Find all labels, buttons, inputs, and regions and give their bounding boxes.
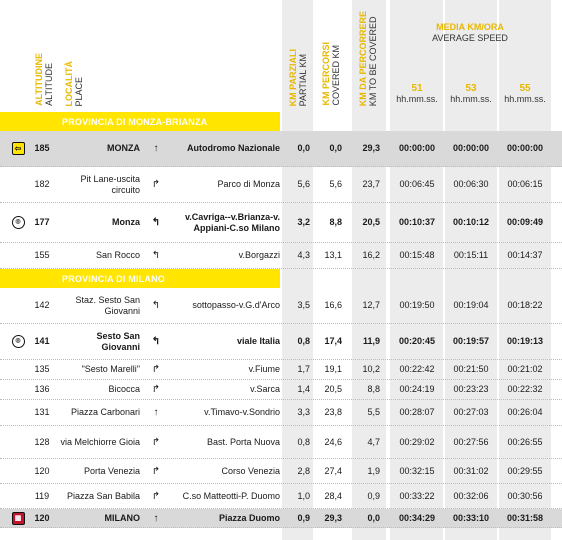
covered-km-header: KM PERCORSI COVERED KM [321,42,341,106]
altitude: 155 [34,250,50,260]
km-to-cover: 8,8 [367,384,380,394]
itinerary-table [0,112,562,528]
table-row [0,400,562,426]
time-speed-3: 00:06:15 [507,179,543,189]
place-name: Monza [112,217,140,227]
km-to-cover: 23,7 [362,179,380,189]
covered-km: 16,6 [324,300,342,310]
altitude-header: ALTITUDINE ALTITUDE [34,53,54,106]
partial-km: 3,5 [297,300,310,310]
place-name: MONZA [107,143,140,153]
time-speed-3: 00:09:49 [506,217,544,227]
time-speed-2: 00:33:10 [452,512,490,523]
time-speed-2: 00:19:04 [453,300,489,310]
road-name: Bast. Porta Nuova [206,436,280,447]
time-speed-3: 00:22:32 [507,384,543,394]
icon-cell [8,243,28,268]
start-icon: ⇦ [12,142,25,155]
covered-km: 17,4 [324,336,342,346]
km-to-cover-header: KM DA PERCORRERE KM TO BE COVERED [358,10,378,106]
speed-col-2: 53 hh.mm.ss. [450,83,492,104]
road-name: viale Italia [236,336,280,346]
icon-cell [8,324,28,359]
icon-cell [8,484,28,508]
table-row [0,509,562,528]
altitude: 136 [34,384,50,394]
icon-cell [8,203,28,242]
place-name: Sesto San Giovanni [96,330,140,352]
average-speed-header: MEDIA KM/ORA AVERAGE SPEED [432,22,508,43]
place-name: San Rocco [95,250,140,260]
road-name: sottopasso-v.G.d'Arco [192,300,280,310]
time-speed-3: 00:00:00 [506,143,544,153]
time-speed-1: 00:29:02 [399,436,435,447]
partial-km: 0,9 [297,512,310,523]
partial-km: 5,6 [297,179,310,189]
direction-arrow-icon: ↑ [153,512,159,524]
finish-icon: ▦ [12,512,25,525]
place-name: "Sesto Marelli" [81,364,140,374]
time-speed-3: 00:31:58 [506,512,544,523]
province-banner-milano: PROVINCIA DI MILANO [0,269,280,288]
direction-arrow-icon: ↑ [153,407,159,418]
direction-arrow-icon: ↰ [151,300,161,311]
direction-arrow-icon: ↱ [151,465,161,477]
time-speed-1: 00:33:22 [399,490,435,501]
km-to-cover: 5,5 [367,407,380,417]
table-row [0,459,562,484]
covered-km: 13,1 [324,250,342,260]
icon-cell [8,380,28,399]
road-name: Autodromo Nazionale [186,143,280,153]
covered-km: 20,5 [324,384,342,394]
table-row [0,243,562,269]
partial-km: 3,2 [297,217,310,227]
icon-cell [8,288,28,323]
direction-arrow-icon: ↰ [151,336,161,347]
time-speed-1: 00:24:19 [399,384,435,394]
km-to-cover: 10,2 [362,364,380,374]
road-name: v.Timavo-v.Sondrio [204,407,280,417]
place-name: Porta Venezia [83,465,140,476]
covered-km: 0,0 [329,143,342,153]
covered-km: 5,6 [329,179,342,189]
table-row [0,484,562,509]
km-to-cover: 29,3 [362,143,380,153]
time-speed-1: 00:00:00 [398,143,436,153]
province-banner-monza: PROVINCIA DI MONZA-BRIANZA [0,112,280,131]
time-speed-2: 00:23:23 [453,384,489,394]
icon-cell [8,360,28,379]
checkpoint-icon: ◎ [12,216,25,229]
altitude: 177 [34,217,50,227]
icon-cell [8,426,28,458]
covered-km: 19,1 [324,364,342,374]
table-row [0,360,562,380]
place-name: Bicocca [108,384,140,394]
place-name: Pit Lane-uscita circuito [80,173,140,195]
covered-km: 27,4 [324,465,342,476]
icon-cell [8,167,28,202]
direction-arrow-icon: ↰ [151,250,161,261]
covered-km: 28,4 [324,490,342,501]
direction-arrow-icon: ↑ [153,143,159,154]
time-speed-1: 00:06:45 [399,179,435,189]
altitude: 119 [34,490,50,501]
road-name: Parco di Monza [217,179,280,189]
road-name: v.Borgazzi [238,250,280,260]
time-speed-2: 00:32:06 [453,490,489,501]
km-to-cover: 0,9 [367,490,380,501]
time-speed-3: 00:18:22 [507,300,543,310]
time-speed-1: 00:20:45 [398,336,436,346]
partial-km: 4,3 [297,250,310,260]
covered-km: 24,6 [324,436,342,447]
time-speed-3: 00:26:04 [507,407,543,417]
time-speed-3: 00:29:55 [507,465,543,476]
road-name: v.Cavriga--v.Brianza-v. Appiani-C.so Milano [184,211,280,233]
time-speed-3: 00:26:55 [507,436,543,447]
partial-km: 3,3 [297,407,310,417]
icon-cell [8,509,28,527]
time-speed-3: 00:19:13 [506,336,544,346]
time-speed-2: 00:06:30 [453,179,489,189]
altitude: 131 [34,407,50,417]
time-speed-2: 00:00:00 [452,143,490,153]
altitude: 128 [34,436,50,447]
place-header: LOCALITÀ PLACE [64,60,84,106]
time-speed-1: 00:15:48 [399,250,435,260]
km-to-cover: 12,7 [362,300,380,310]
direction-arrow-icon: ↱ [151,490,161,502]
direction-arrow-icon: ↰ [151,217,161,228]
time-speed-1: 00:32:15 [399,465,435,476]
direction-arrow-icon: ↱ [151,364,161,375]
partial-km: 1,7 [297,364,310,374]
altitude: 120 [34,465,50,476]
altitude: 185 [34,143,50,153]
table-row [0,131,562,167]
km-to-cover: 0,0 [367,512,380,523]
altitude: 141 [34,336,50,346]
table-header [0,0,562,112]
time-speed-1: 00:19:50 [399,300,435,310]
km-to-cover: 16,2 [362,250,380,260]
time-speed-2: 00:10:12 [452,217,490,227]
altitude: 120 [34,512,50,523]
time-speed-2: 00:27:03 [453,407,489,417]
altitude: 182 [34,179,50,189]
road-name: v.Fiume [248,364,280,374]
altitude: 135 [34,364,50,374]
icon-cell [8,400,28,425]
partial-km-header: KM PARZIALI PARTIAL KM [288,48,308,106]
road-name: Corso Venezia [221,465,280,476]
icon-cell [8,131,28,166]
covered-km: 8,8 [329,217,342,227]
time-speed-2: 00:19:57 [452,336,490,346]
table-row [0,288,562,324]
place-name: MILANO [104,512,140,523]
time-speed-2: 00:21:50 [453,364,489,374]
km-to-cover: 1,9 [367,465,380,476]
road-name: C.so Matteotti-P. Duomo [182,490,280,501]
place-name: Staz. Sesto San Giovanni [75,294,140,316]
altitude: 142 [34,300,50,310]
partial-km: 0,8 [297,436,310,447]
road-name: v.Sarca [250,384,280,394]
table-row [0,324,562,360]
time-speed-2: 00:27:56 [453,436,489,447]
icon-cell [8,459,28,483]
time-speed-1: 00:34:29 [398,512,436,523]
road-name: Piazza Duomo [218,512,280,523]
partial-km: 1,4 [297,384,310,394]
table-row [0,380,562,400]
direction-arrow-icon: ↱ [151,436,161,448]
partial-km: 0,8 [297,336,310,346]
km-to-cover: 20,5 [362,217,380,227]
partial-km: 0,0 [297,143,310,153]
table-row [0,167,562,203]
direction-arrow-icon: ↱ [151,384,161,395]
time-speed-2: 00:15:11 [453,250,489,260]
place-name: Piazza San Babila [66,490,140,501]
partial-km: 1,0 [297,490,310,501]
partial-km: 2,8 [297,465,310,476]
km-to-cover: 4,7 [367,436,380,447]
table-row [0,426,562,459]
covered-km: 29,3 [324,512,342,523]
direction-arrow-icon: ↱ [151,179,161,190]
place-name: via Melchiorre Gioia [60,436,140,447]
time-speed-1: 00:22:42 [399,364,435,374]
covered-km: 23,8 [324,407,342,417]
time-speed-1: 00:28:07 [399,407,435,417]
time-speed-3: 00:21:02 [507,364,543,374]
time-speed-3: 00:14:37 [507,250,543,260]
table-row [0,203,562,243]
km-to-cover: 11,9 [362,336,380,346]
time-speed-3: 00:30:56 [507,490,543,501]
time-speed-2: 00:31:02 [453,465,489,476]
time-speed-1: 00:10:37 [398,217,436,227]
speed-col-3: 55 hh.mm.ss. [504,83,546,104]
place-name: Piazza Carbonari [70,407,140,417]
checkpoint-icon: ◎ [12,335,25,348]
speed-col-1: 51 hh.mm.ss. [396,83,438,104]
